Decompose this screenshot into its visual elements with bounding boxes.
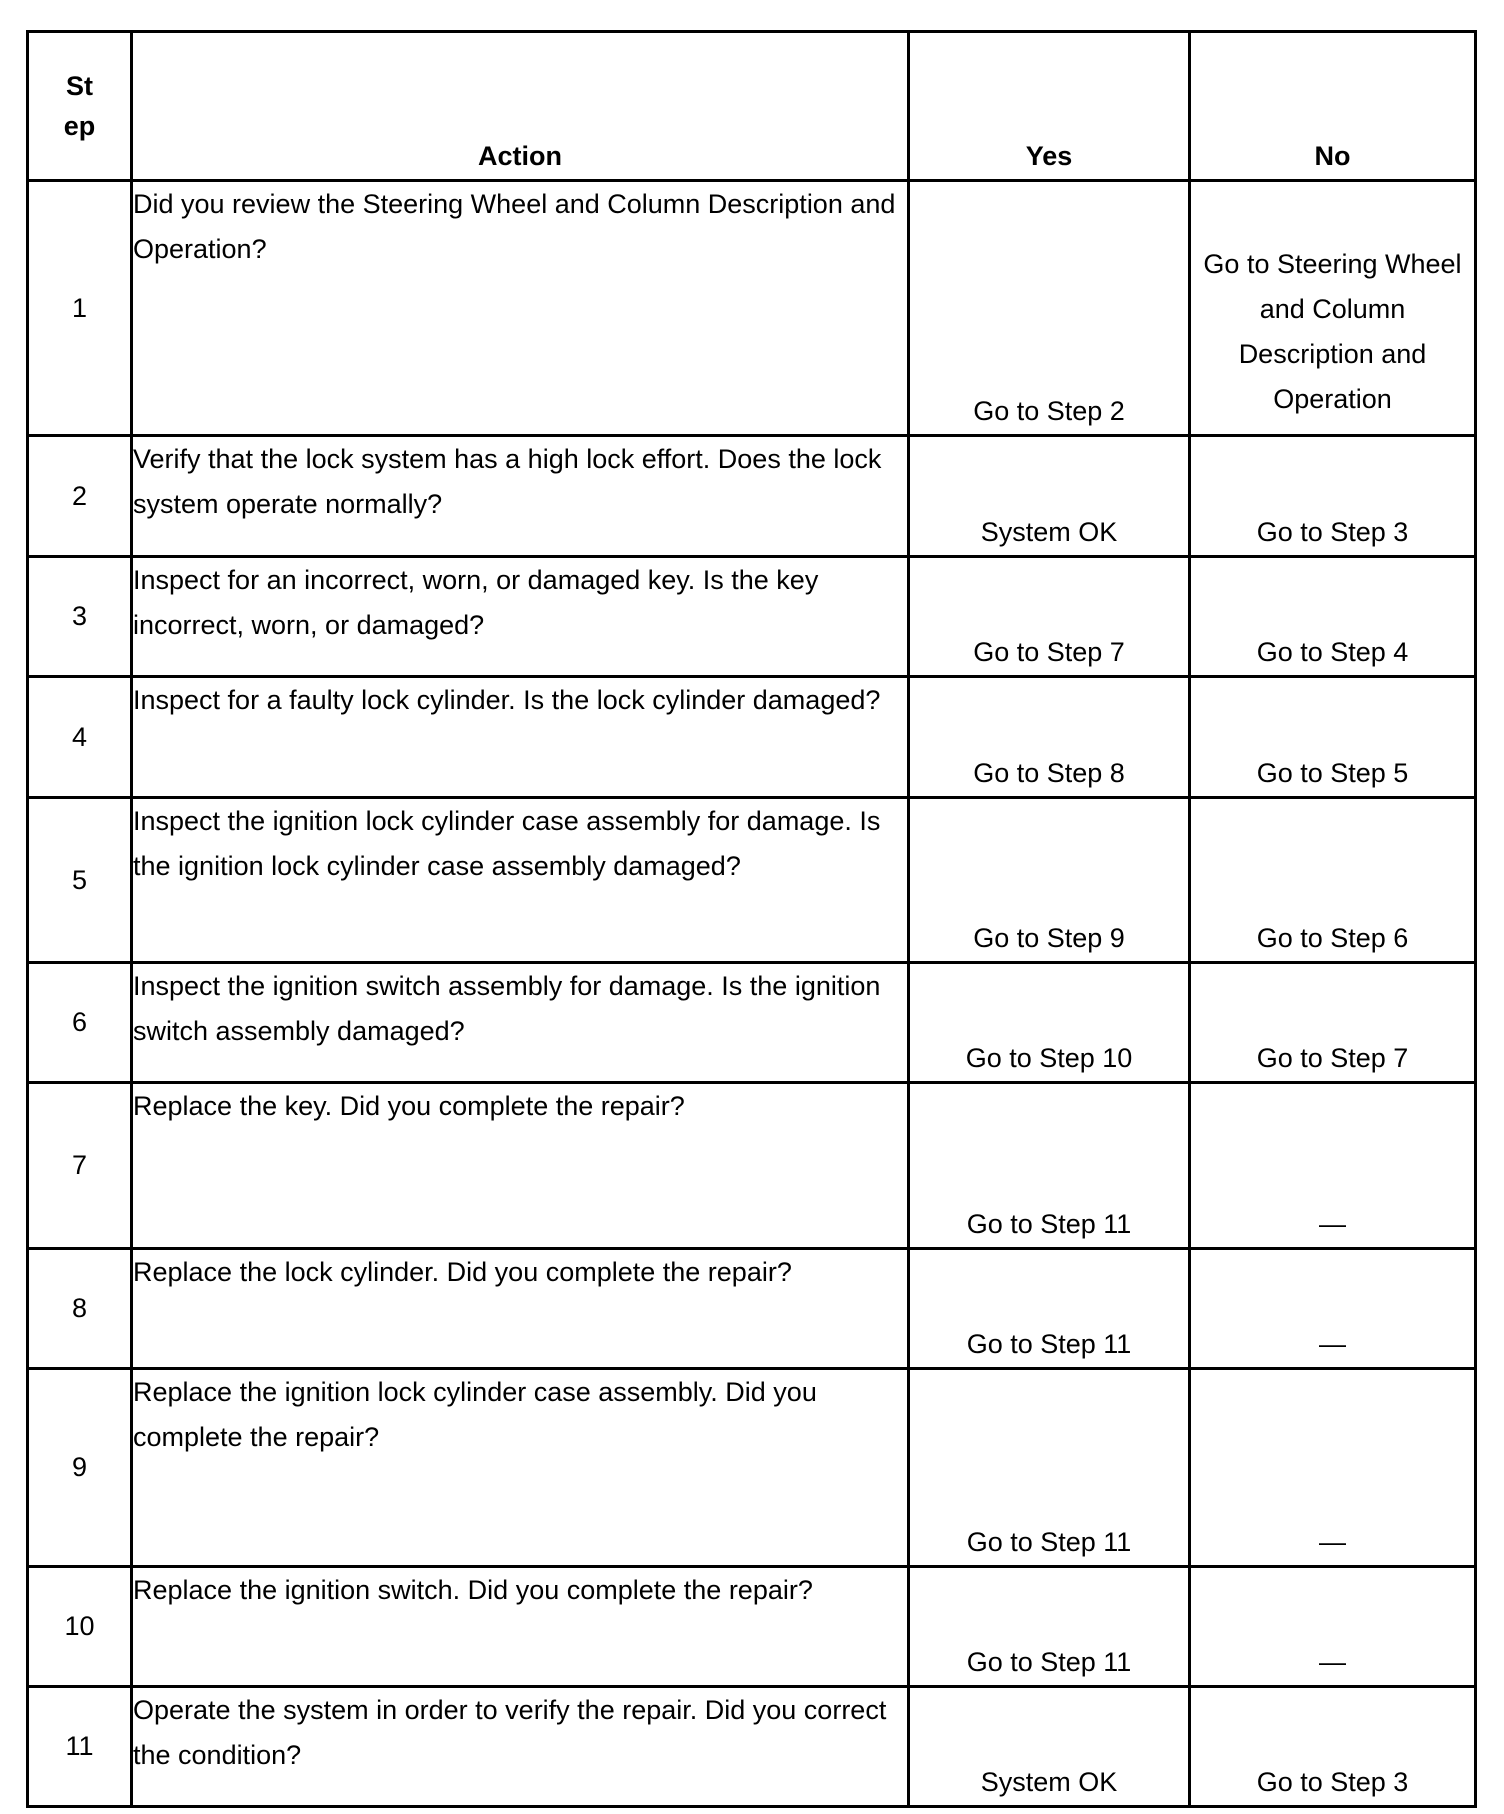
header-row [28, 32, 1476, 181]
step-number: 2 [28, 436, 132, 557]
diagnostic-table [26, 30, 1477, 1808]
step-number: 6 [28, 963, 132, 1083]
yes-result: Go to Step 11 [909, 1249, 1190, 1369]
no-result: Go to Step 4 [1190, 557, 1476, 677]
action-text: Replace the ignition switch. Did you complete the repair? [132, 1567, 909, 1687]
action-text: Inspect for a faulty lock cylinder. Is the lock cylinder damaged? [132, 677, 909, 798]
no-result: Go to Step 6 [1190, 798, 1476, 963]
action-text: Inspect the ignition switch assembly for damage. Is the ignition switch assembly damaged? [132, 963, 909, 1083]
table-row [28, 436, 1476, 557]
yes-result: Go to Step 9 [909, 798, 1190, 963]
yes-result: Go to Step 11 [909, 1567, 1190, 1687]
step-number: 5 [28, 798, 132, 963]
table-row [28, 963, 1476, 1083]
no-result: — [1190, 1249, 1476, 1369]
table-row [28, 1249, 1476, 1369]
table-row [28, 798, 1476, 963]
yes-result: System OK [909, 436, 1190, 557]
yes-result: Go to Step 7 [909, 557, 1190, 677]
step-number: 8 [28, 1249, 132, 1369]
no-result: — [1190, 1369, 1476, 1567]
table-row [28, 1567, 1476, 1687]
action-text: Did you review the Steering Wheel and Column Description and Operation? [132, 181, 909, 436]
table-row [28, 1083, 1476, 1249]
step-number: 1 [28, 181, 132, 436]
yes-result: Go to Step 11 [909, 1083, 1190, 1249]
action-text: Replace the ignition lock cylinder case assembly. Did you complete the repair? [132, 1369, 909, 1567]
table-row [28, 557, 1476, 677]
no-result: Go to Steering Wheel and Column Description and Operation [1190, 181, 1476, 436]
header-yes: Yes [909, 32, 1190, 181]
no-result: Go to Step 3 [1190, 1687, 1476, 1807]
header-no: No [1190, 32, 1476, 181]
yes-result: Go to Step 11 [909, 1369, 1190, 1567]
table-row [28, 1369, 1476, 1567]
step-number: 11 [28, 1687, 132, 1807]
action-text: Inspect the ignition lock cylinder case assembly for damage. Is the ignition lock cylinder case assembly damaged? [132, 798, 909, 963]
no-result: — [1190, 1083, 1476, 1249]
no-result: Go to Step 3 [1190, 436, 1476, 557]
action-text: Replace the key. Did you complete the repair? [132, 1083, 909, 1249]
action-text: Operate the system in order to verify the repair. Did you correct the condition? [132, 1687, 909, 1807]
no-result: — [1190, 1567, 1476, 1687]
yes-result: Go to Step 8 [909, 677, 1190, 798]
no-result: Go to Step 7 [1190, 963, 1476, 1083]
table-row [28, 181, 1476, 436]
step-number: 9 [28, 1369, 132, 1567]
table-row [28, 1687, 1476, 1807]
header-action: Action [132, 32, 909, 181]
yes-result: Go to Step 10 [909, 963, 1190, 1083]
yes-result: System OK [909, 1687, 1190, 1807]
action-text: Replace the lock cylinder. Did you complete the repair? [132, 1249, 909, 1369]
action-text: Verify that the lock system has a high lock effort. Does the lock system operate normally? [132, 436, 909, 557]
step-number: 3 [28, 557, 132, 677]
step-number: 7 [28, 1083, 132, 1249]
header-step: Step [28, 32, 132, 181]
action-text: Inspect for an incorrect, worn, or damaged key. Is the key incorrect, worn, or damaged? [132, 557, 909, 677]
table-row [28, 677, 1476, 798]
yes-result: Go to Step 2 [909, 181, 1190, 436]
step-number: 4 [28, 677, 132, 798]
step-number: 10 [28, 1567, 132, 1687]
no-result: Go to Step 5 [1190, 677, 1476, 798]
